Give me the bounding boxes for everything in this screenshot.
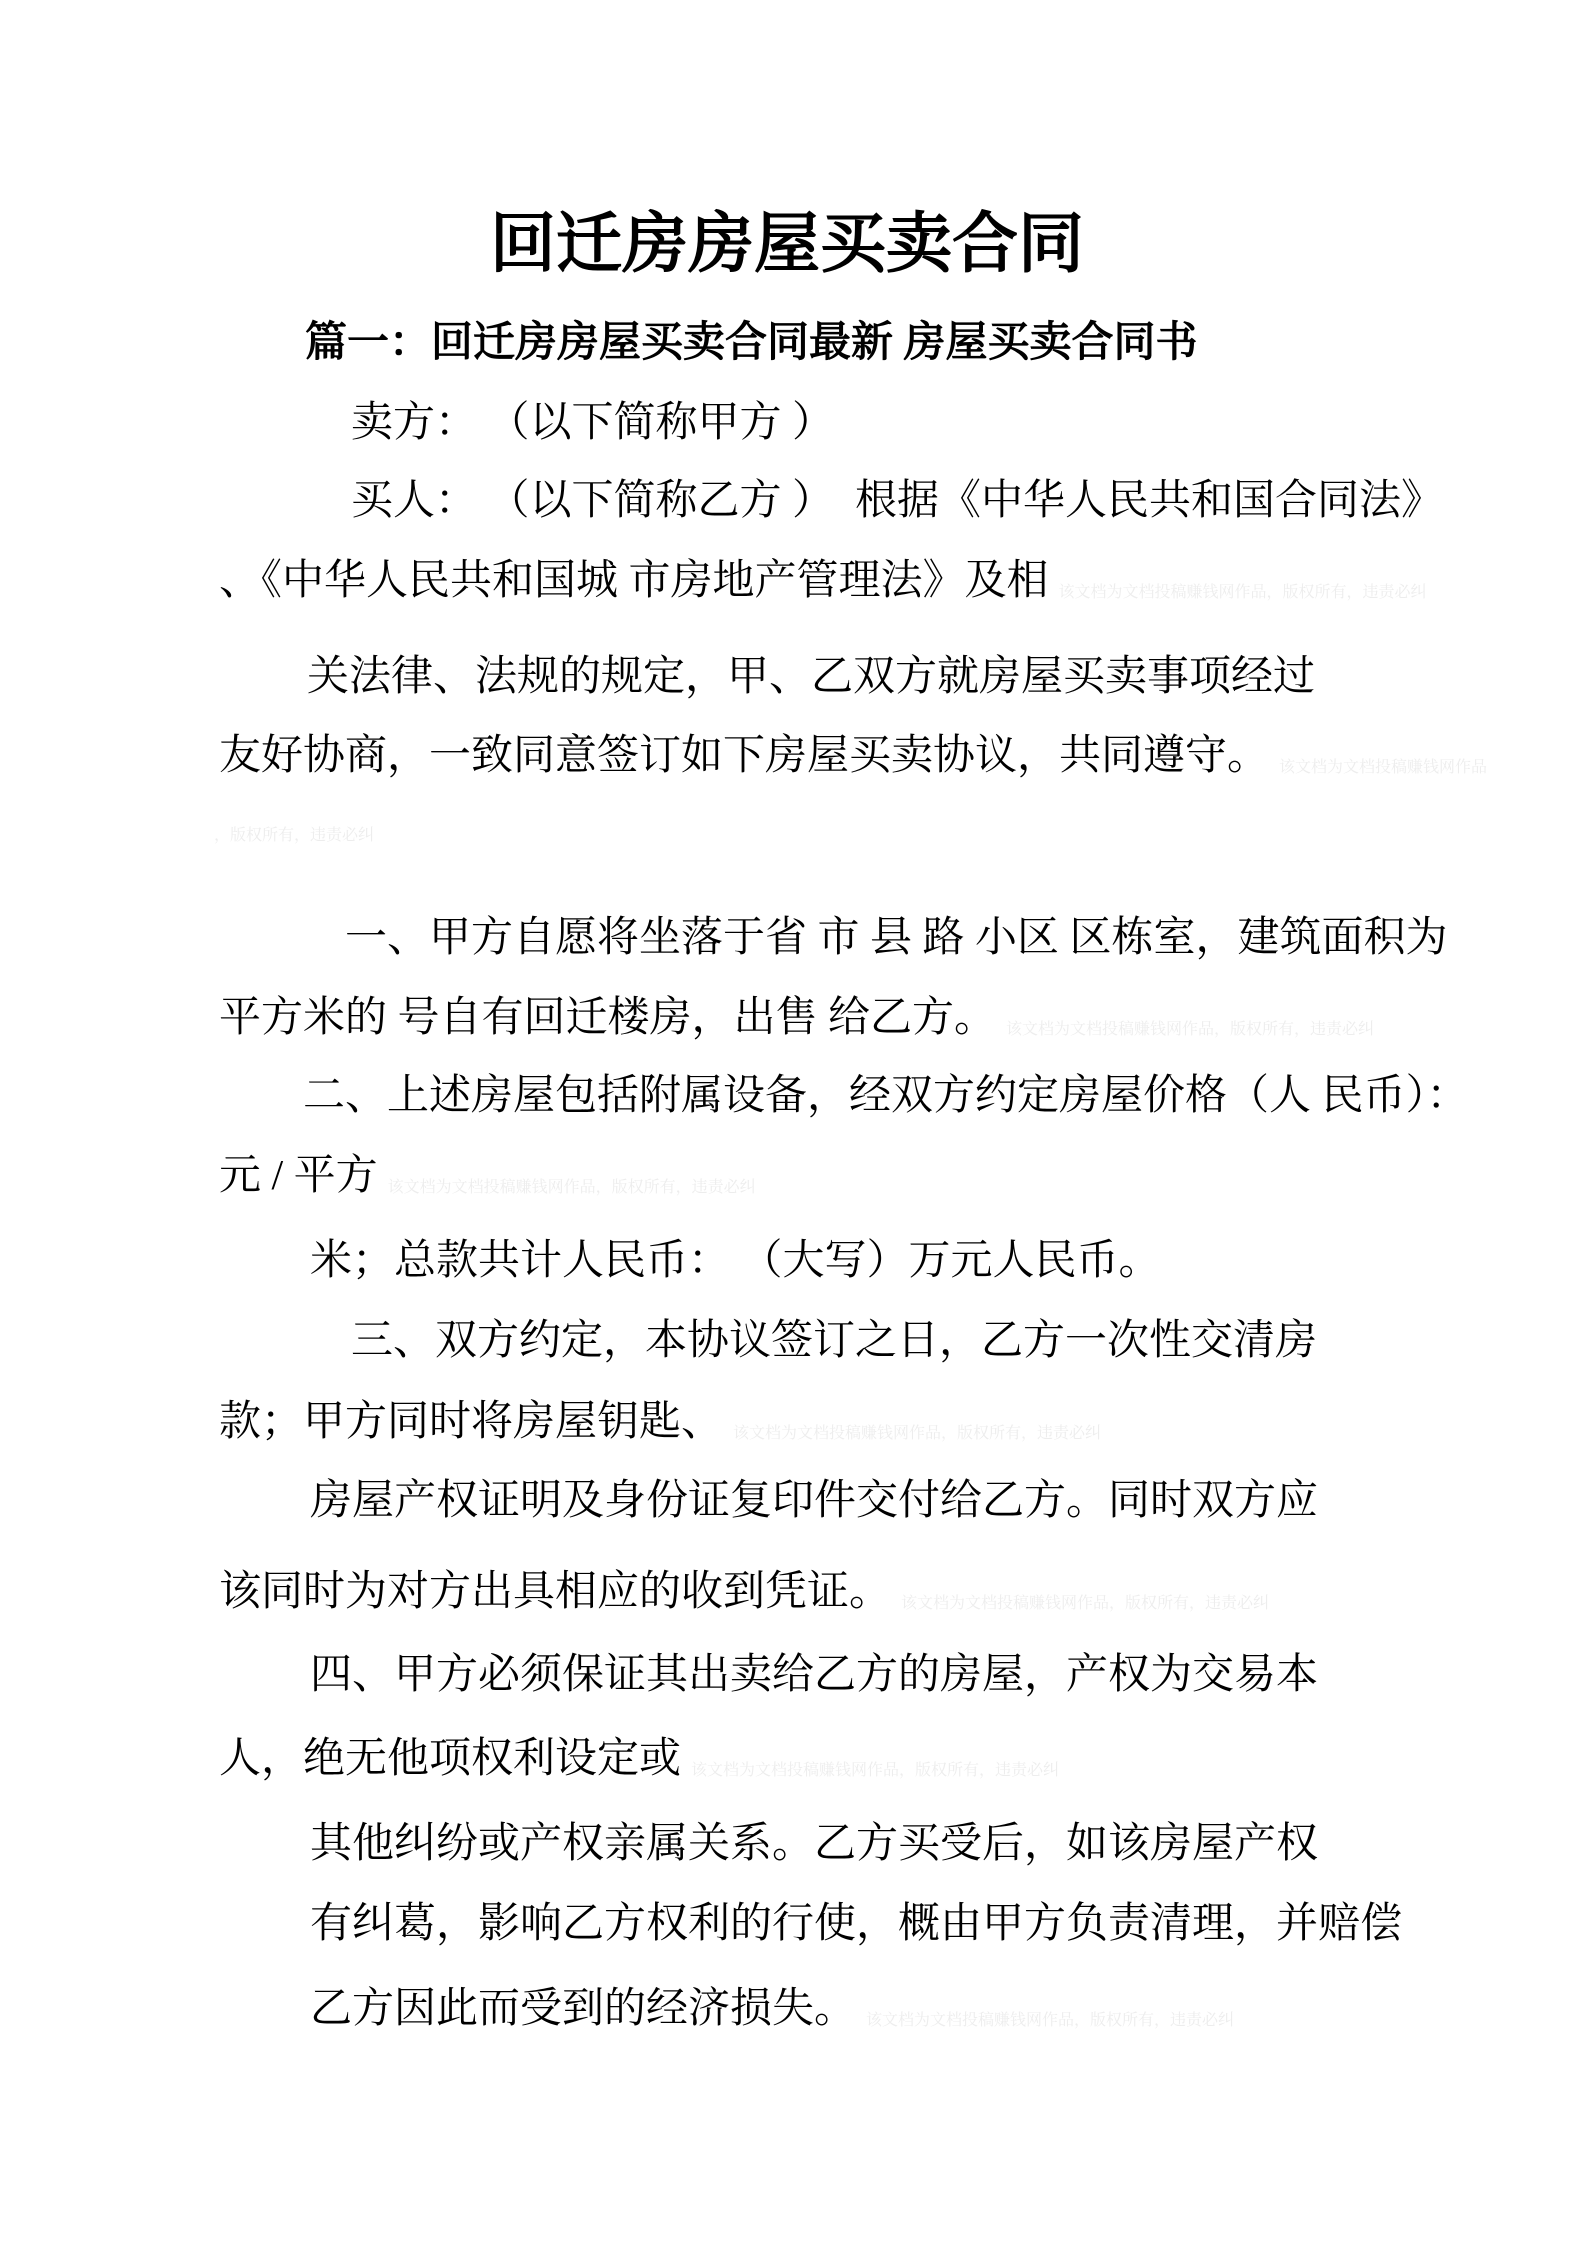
- watermark-text: ，版权所有，违责必纠: [214, 827, 375, 844]
- line-text: 篇一：回迁房房屋买卖合同最新 房屋买卖合同书: [305, 320, 1198, 366]
- document-line: [351, 1316, 1317, 1366]
- document-line: [310, 1899, 1402, 1949]
- watermark-text: 该文档为文档投稿赚钱网作品，版权所有，违责必纠: [1006, 1021, 1375, 1038]
- document-line: [351, 476, 1443, 526]
- document-line: [351, 398, 834, 448]
- watermark-line: [214, 826, 374, 849]
- line-text: 友好协商，一致同意签订如下房屋买卖协议，共同遵守。: [219, 733, 1270, 779]
- watermark-text: 该文档为文档投稿赚钱网作品，版权所有，违责必纠: [866, 2012, 1235, 2029]
- document-line: [310, 1819, 1318, 1869]
- document-line: [305, 318, 1198, 368]
- line-text: 有纠葛，影响乙方权利的行使，概由甲方负责清理，并赔偿: [310, 1901, 1403, 1947]
- document-line: [310, 1236, 1161, 1286]
- line-text: 其他纠纷或产权亲属关系。乙方买受后，如该房屋产权: [310, 1821, 1319, 1867]
- line-text: 人，绝无他项权利设定或: [219, 1736, 682, 1782]
- document-line: [219, 1567, 1269, 1617]
- document-line: [303, 1071, 1469, 1121]
- line-text: 一、甲方自愿将坐落于省 市 县 路 小区 区栋室，建筑面积为: [345, 915, 1448, 961]
- document-line: [310, 1650, 1318, 1700]
- document-line: [345, 913, 1448, 963]
- document-line: [307, 652, 1315, 702]
- document-title: 回迁房房屋买卖合同: [490, 206, 1084, 280]
- line-text: 三、双方约定，本协议签订之日，乙方一次性交清房: [351, 1318, 1318, 1364]
- document-line: [310, 1476, 1318, 1526]
- document-line: [219, 1734, 1059, 1784]
- watermark-text: 该文档为文档投稿赚钱网作品，版权所有，违责必纠: [1058, 584, 1427, 601]
- line-text: 米；总款共计人民币： （大写）万元人民币。: [310, 1238, 1161, 1284]
- line-text: 卖方： （以下简称甲方 ）: [351, 400, 835, 446]
- line-text: 四、甲方必须保证其出卖给乙方的房屋，产权为交易本: [310, 1652, 1319, 1698]
- line-text: 买人： （以下简称乙方 ） 根据《中华人民共和国合同法》: [351, 478, 1444, 524]
- watermark-text: 该文档为文档投稿赚钱网作品: [1279, 759, 1488, 776]
- watermark-text: 该文档为文档投稿赚钱网作品，版权所有，违责必纠: [691, 1762, 1060, 1779]
- document-line: [310, 1984, 1234, 2034]
- line-text: 元 / 平方: [219, 1153, 378, 1199]
- line-text: 关法律、法规的规定，甲、乙双方就房屋买卖事项经过: [307, 654, 1316, 700]
- watermark-text: 该文档为文档投稿赚钱网作品，版权所有，违责必纠: [901, 1595, 1270, 1612]
- watermark-text: 该文档为文档投稿赚钱网作品，版权所有，违责必纠: [387, 1179, 756, 1196]
- line-text: 乙方因此而受到的经济损失。: [310, 1986, 857, 2032]
- document-line: [219, 1397, 1101, 1447]
- line-text: 该同时为对方出具相应的收到凭证。: [219, 1569, 892, 1615]
- line-text: 二、上述房屋包括附属设备，经双方约定房屋价格（人 民币）：: [303, 1073, 1469, 1119]
- line-text: 平方米的 号自有回迁楼房，出售 给乙方。: [219, 995, 997, 1041]
- watermark-text: 该文档为文档投稿赚钱网作品，版权所有，违责必纠: [733, 1425, 1102, 1442]
- document-line: [219, 731, 1487, 781]
- line-text: 房屋产权证明及身份证复印件交付给乙方。同时双方应: [310, 1478, 1319, 1524]
- document-line: [219, 993, 1374, 1043]
- line-text: 款；甲方同时将房屋钥匙、: [219, 1399, 724, 1445]
- document-line: [219, 556, 1427, 606]
- document-line: [219, 1151, 756, 1201]
- line-text: 、《中华人民共和国城 市房地产管理法》及相: [219, 558, 1049, 604]
